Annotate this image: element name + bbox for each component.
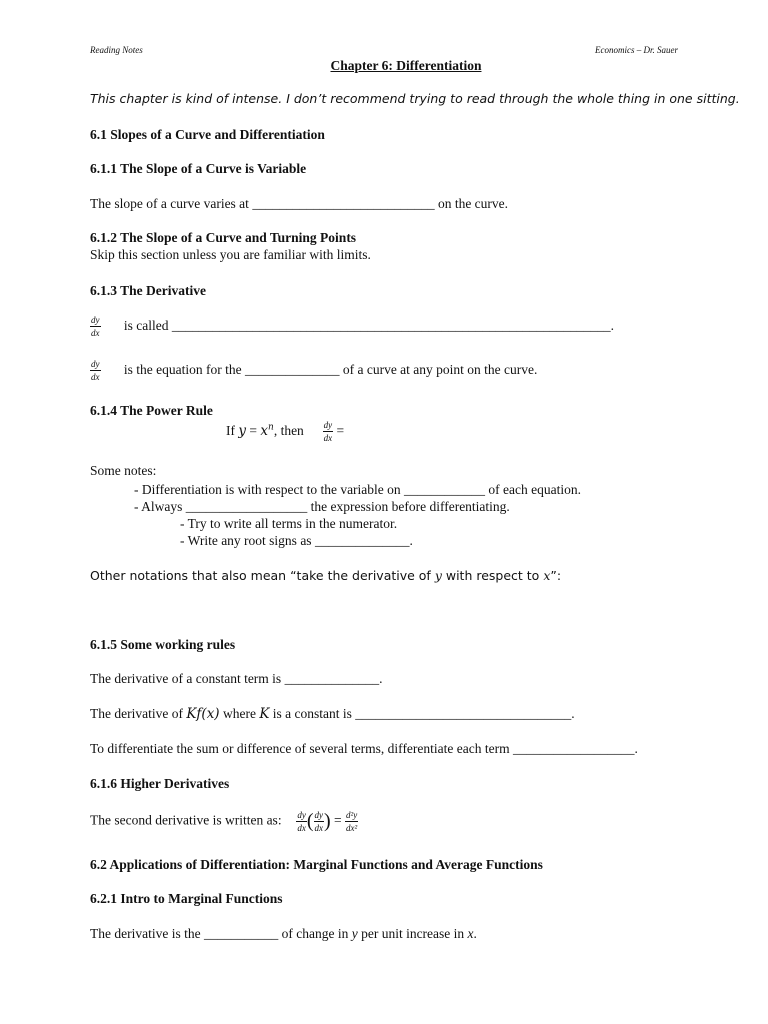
section-6-1-heading: 6.1 Slopes of a Curve and Differentiation — [90, 127, 325, 142]
other-notations-line: Other notations that also mean “take the derivative of y with respect to x”: — [90, 568, 562, 583]
some-notes-title: Some notes: — [90, 463, 157, 478]
power-rule-formula: If $y = x^n$, then $\frac{dy}{dx}$ = — [226, 420, 345, 443]
second-derivative-line: The second derivative is written as: $\frac{dy}{dx}$ ( $\frac{dy}{dx}$ ) = $\frac{\text{d²y}}{\text{dx²}}$ — [90, 809, 358, 833]
note-2: - Always __________________ the expression before differentiating. — [134, 499, 510, 514]
fill-in-blank: __________________ — [185, 499, 308, 514]
section-6-2-1-heading: 6.2.1 Intro to Marginal Functions — [90, 891, 283, 906]
fill-in-blank: ______________ — [314, 533, 410, 548]
slope-varies-line: The slope of a curve varies at ___________________________ on the curve. — [90, 196, 509, 211]
fill-in-blank: ______________ — [244, 362, 340, 378]
skip-section-note: Skip this section unless you are familiar with limits. — [90, 247, 371, 262]
dy-dx-fraction: $\frac{dy}{dx}$ — [314, 809, 323, 833]
fill-in-blank: ___________ — [203, 926, 279, 941]
dy-dx-fraction: $\frac{dy}{dx}$ — [323, 420, 333, 443]
page-title: Chapter 6: Differentiation — [330, 58, 482, 73]
section-6-1-4-heading: 6.1.4 The Power Rule — [90, 403, 213, 418]
constant-term-rule: The derivative of a constant term is ______________. — [90, 671, 383, 686]
section-6-2-heading: 6.2 Applications of Differentiation: Marginal Functions and Average Functions — [90, 857, 543, 872]
constant-multiple-rule: The derivative of Kf(x) where K is a constant is ________________________________. — [90, 706, 575, 722]
fill-in-blank: ______________ — [284, 671, 380, 686]
intro-text: This chapter is kind of intense. I don’t recommend trying to read through the whole thing in one sitting. — [90, 91, 740, 106]
header-left: Reading Notes — [90, 45, 143, 55]
fill-in-blank: ________________________________ — [355, 706, 572, 721]
marginal-rate-line: The derivative is the ___________ of change in y per unit increase in x. — [90, 926, 477, 941]
fill-in-blank: __________________ — [513, 741, 635, 756]
note-1: - Differentiation is with respect to the variable on ____________ of each equation. — [134, 482, 582, 497]
fill-in-blank: ____________ — [404, 482, 486, 497]
note-3: - Try to write all terms in the numerator. — [180, 516, 398, 531]
section-6-1-1-heading: 6.1.1 The Slope of a Curve is Variable — [90, 161, 307, 176]
section-6-1-5-heading: 6.1.5 Some working rules — [90, 637, 236, 652]
sum-difference-rule: To differentiate the sum or difference of several terms, differentiate each term __________________. — [90, 741, 638, 756]
derivative-equation-line: $\frac{dy}{dx}$ is the equation for the ______________ of a curve at any point on the curve. — [91, 359, 538, 382]
derivative-called-line: $\frac{dy}{dx}$ is called _________________________________________________________________. — [91, 315, 614, 338]
note-4: - Write any root signs as ______________. — [180, 533, 413, 548]
fill-in-blank: ___________________________ — [252, 196, 435, 211]
dy-dx-fraction: $\frac{dy}{dx}$ — [91, 315, 100, 338]
fill-in-blank: _________________________________________________________________ — [171, 318, 611, 334]
second-derivative-fraction: $\frac{\text{d²y}}{\text{dx²}}$ — [346, 809, 358, 833]
section-6-1-2-heading: 6.1.2 The Slope of a Curve and Turning Points — [90, 230, 357, 245]
header-right: Economics – Dr. Sauer — [595, 45, 678, 55]
section-6-1-6-heading: 6.1.6 Higher Derivatives — [90, 776, 230, 791]
dy-dx-fraction: $\frac{dy}{dx}$ — [297, 809, 306, 833]
section-6-1-3-heading: 6.1.3 The Derivative — [90, 283, 206, 298]
dy-dx-fraction: $\frac{dy}{dx}$ — [91, 359, 100, 382]
